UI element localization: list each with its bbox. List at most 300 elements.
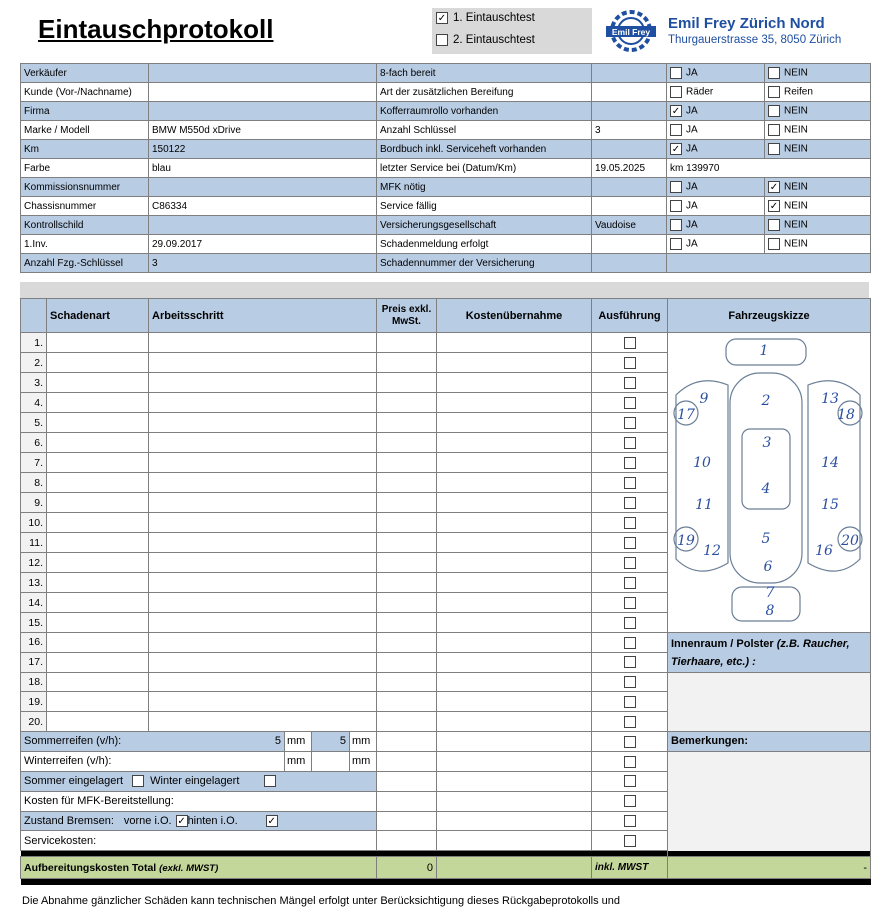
option-yes-checkbox[interactable] xyxy=(670,124,682,136)
info-label: 1.Inv. xyxy=(21,235,149,254)
summer-tires-label: Sommerreifen (v/h): xyxy=(24,735,122,748)
damage-table xyxy=(20,298,871,885)
preis-cell[interactable] xyxy=(377,393,437,413)
arbeitsschritt-cell[interactable] xyxy=(149,513,377,533)
ausfuehrung-cell[interactable] xyxy=(592,553,668,573)
option-no[interactable] xyxy=(765,235,871,254)
option-no[interactable] xyxy=(765,197,871,216)
kosten-cell[interactable] xyxy=(437,373,592,393)
option-no[interactable] xyxy=(765,121,871,140)
arbeitsschritt-cell[interactable] xyxy=(149,393,377,413)
preis-cell[interactable] xyxy=(377,712,437,732)
arbeitsschritt-header: Arbeitsschritt xyxy=(149,299,377,333)
option-yes-checkbox[interactable]: ✓ xyxy=(671,144,681,155)
option-no-label: NEIN xyxy=(784,238,808,250)
brakes-price[interactable] xyxy=(377,811,437,831)
option-yes-label: JA xyxy=(686,124,698,136)
ausfuehrung-cell[interactable] xyxy=(592,413,668,433)
schadenart-cell[interactable] xyxy=(47,613,149,633)
ausfuehrung-cell[interactable] xyxy=(592,573,668,593)
sketch-number-label: 3 xyxy=(762,435,772,451)
ausfuehrung-cell[interactable] xyxy=(592,373,668,393)
ausfuehrung-cell[interactable] xyxy=(592,333,668,353)
row-number: 2. xyxy=(21,353,47,373)
arbeitsschritt-cell[interactable] xyxy=(149,613,377,633)
info-label: Kunde (Vor-/Nachname) xyxy=(21,83,149,102)
brakes-rear-label: hinten i.O. xyxy=(187,814,238,827)
interior-cell xyxy=(668,633,871,673)
service-spacer xyxy=(437,831,592,851)
info-right-value[interactable] xyxy=(592,254,667,273)
option-no-label: NEIN xyxy=(784,219,808,231)
info-value[interactable] xyxy=(149,216,377,235)
ausfuehrung-cell[interactable] xyxy=(592,473,668,493)
info-right-value[interactable] xyxy=(592,235,667,254)
info-value[interactable]: 150122 xyxy=(149,140,377,159)
info-right-value[interactable] xyxy=(592,102,667,121)
sketch-number-label: 5 xyxy=(761,531,771,547)
sketch-number-label: 9 xyxy=(699,391,709,407)
winter-stored-checkbox[interactable] xyxy=(264,775,276,787)
test2-option[interactable] xyxy=(436,34,535,46)
option-yes-checkbox[interactable] xyxy=(670,238,682,250)
option-yes-checkbox[interactable]: ✓ xyxy=(671,106,681,117)
sketch-number-label: 17 xyxy=(677,407,695,423)
kosten-cell[interactable] xyxy=(437,533,592,553)
summer-front-value[interactable]: 5 xyxy=(274,735,281,748)
preis-header: Preis exkl. MwSt. xyxy=(377,299,437,333)
schadenart-cell[interactable] xyxy=(47,513,149,533)
arbeitsschritt-cell[interactable] xyxy=(149,453,377,473)
option-no-checkbox[interactable] xyxy=(768,238,780,250)
info-row xyxy=(21,235,871,254)
preis-cell[interactable] xyxy=(377,473,437,493)
kosten-cell[interactable] xyxy=(437,333,592,353)
info-right-label: Art der zusätzlichen Bereifung xyxy=(377,83,592,102)
arbeitsschritt-cell[interactable] xyxy=(149,533,377,553)
arbeitsschritt-cell[interactable] xyxy=(149,692,377,712)
preis-cell[interactable] xyxy=(377,593,437,613)
info-value[interactable] xyxy=(149,102,377,121)
option-yes-label: JA xyxy=(686,219,698,231)
schadenart-cell[interactable] xyxy=(47,712,149,732)
option-yes-checkbox[interactable] xyxy=(670,219,682,231)
row-number: 5. xyxy=(21,413,47,433)
total-value: 0 xyxy=(377,857,437,879)
ausfuehrung-checkbox[interactable] xyxy=(624,656,636,668)
schadenart-cell[interactable] xyxy=(47,433,149,453)
sketch-number-label: 8 xyxy=(765,603,775,619)
schadenart-cell[interactable] xyxy=(47,473,149,493)
preis-cell[interactable] xyxy=(377,513,437,533)
ausfuehrung-checkbox[interactable] xyxy=(624,756,636,768)
option-no[interactable] xyxy=(765,216,871,235)
preis-cell[interactable] xyxy=(377,433,437,453)
test1-option[interactable] xyxy=(436,12,535,24)
schadenart-cell[interactable] xyxy=(47,373,149,393)
ausfuehrung-checkbox[interactable] xyxy=(624,835,636,847)
option-no-checkbox[interactable]: ✓ xyxy=(769,201,779,212)
sketch-number-label: 14 xyxy=(821,455,839,471)
ausfuehrung-checkbox[interactable] xyxy=(624,497,636,509)
info-extra[interactable] xyxy=(667,254,871,273)
option-yes[interactable] xyxy=(667,216,765,235)
kosten-cell[interactable] xyxy=(437,413,592,433)
ausfuehrung-cell[interactable] xyxy=(592,393,668,413)
brakes-spacer xyxy=(437,811,592,831)
tires-spacer xyxy=(437,751,592,771)
info-value[interactable]: BMW M550d xDrive xyxy=(149,121,377,140)
ausfuehrung-checkbox[interactable] xyxy=(624,517,636,529)
arbeitsschritt-cell[interactable] xyxy=(149,333,377,353)
arbeitsschritt-cell[interactable] xyxy=(149,493,377,513)
schadenart-cell[interactable] xyxy=(47,553,149,573)
brakes-front-checkbox[interactable]: ✓ xyxy=(177,816,186,828)
option-yes[interactable] xyxy=(667,140,765,159)
vehicle-sketch-icon xyxy=(668,333,868,629)
schadenart-cell[interactable] xyxy=(47,333,149,353)
arbeitsschritt-cell[interactable] xyxy=(149,553,377,573)
option-yes[interactable] xyxy=(667,83,765,102)
ausfuehrung-cell[interactable] xyxy=(592,593,668,613)
schadenart-cell[interactable] xyxy=(47,393,149,413)
kosten-cell[interactable] xyxy=(437,393,592,413)
ausfuehrung-cell[interactable] xyxy=(592,771,668,791)
total-bar-row xyxy=(21,879,871,885)
arbeitsschritt-cell[interactable] xyxy=(149,373,377,393)
option-no[interactable] xyxy=(765,102,871,121)
damage-row xyxy=(21,633,871,653)
ausfuehrung-checkbox[interactable] xyxy=(624,477,636,489)
arbeitsschritt-cell[interactable] xyxy=(149,473,377,493)
ausfuehrung-checkbox[interactable] xyxy=(624,417,636,429)
ausfuehrung-checkbox[interactable] xyxy=(624,775,636,787)
info-right-value[interactable] xyxy=(592,140,667,159)
info-right-value[interactable] xyxy=(592,83,667,102)
arbeitsschritt-cell[interactable] xyxy=(149,413,377,433)
option-no[interactable] xyxy=(765,140,871,159)
info-label: Firma xyxy=(21,102,149,121)
ausfuehrung-checkbox[interactable] xyxy=(624,537,636,549)
info-value[interactable] xyxy=(149,64,377,83)
option-yes-checkbox[interactable] xyxy=(670,67,682,79)
preis-cell[interactable] xyxy=(377,633,437,653)
ausfuehrung-cell[interactable] xyxy=(592,731,668,751)
summer-stored-label: Sommer eingelagert xyxy=(24,775,124,788)
info-right-value[interactable]: 19.05.2025 xyxy=(592,159,667,178)
ausfuehrung-checkbox[interactable] xyxy=(624,577,636,589)
option-no-checkbox[interactable] xyxy=(768,219,780,231)
storage-spacer xyxy=(437,771,592,791)
info-right-value[interactable] xyxy=(592,64,667,83)
option-yes-label: JA xyxy=(686,181,698,193)
mfk-price[interactable] xyxy=(377,791,437,811)
schadenart-cell[interactable] xyxy=(47,652,149,672)
preis-cell[interactable] xyxy=(377,493,437,513)
arbeitsschritt-cell[interactable] xyxy=(149,433,377,453)
kosten-cell[interactable] xyxy=(437,433,592,453)
info-row xyxy=(21,64,871,83)
test2-checkbox[interactable] xyxy=(436,34,448,46)
total-label: Aufbereitungskosten Total xyxy=(24,861,157,874)
logo-text: Emil Frey xyxy=(611,27,651,37)
ausfuehrung-checkbox[interactable] xyxy=(624,716,636,728)
info-label: Anzahl Fzg.-Schlüssel xyxy=(21,254,149,273)
brand-name: Emil Frey Zürich Nord xyxy=(668,15,825,32)
brand-address: Thurgauerstrasse 35, 8050 Zürich xyxy=(668,34,842,46)
option-no-checkbox[interactable] xyxy=(768,124,780,136)
schadenart-cell[interactable] xyxy=(47,573,149,593)
summer-front-unit: mm xyxy=(284,732,312,751)
brakes-rear-checkbox[interactable]: ✓ xyxy=(267,816,276,828)
info-value[interactable] xyxy=(149,83,377,102)
info-value[interactable]: 29.09.2017 xyxy=(149,235,377,254)
schadenart-cell[interactable] xyxy=(47,413,149,433)
schadenart-header: Schadenart xyxy=(47,299,149,333)
sketch-number-label: 4 xyxy=(761,481,771,497)
arbeitsschritt-cell[interactable] xyxy=(149,672,377,692)
option-yes[interactable] xyxy=(667,178,765,197)
option-no-checkbox[interactable] xyxy=(768,105,780,117)
info-label: Chassisnummer xyxy=(21,197,149,216)
option-yes[interactable] xyxy=(667,197,765,216)
info-label: Farbe xyxy=(21,159,149,178)
info-right-value[interactable]: Vaudoise xyxy=(592,216,667,235)
option-yes-checkbox[interactable] xyxy=(670,86,682,98)
ausfuehrung-checkbox[interactable] xyxy=(624,337,636,349)
kosten-cell[interactable] xyxy=(437,633,592,653)
mfk-label: Kosten für MFK-Bereitstellung: xyxy=(21,791,377,811)
ausfuehrung-checkbox[interactable] xyxy=(624,736,636,748)
ausfuehrung-cell[interactable] xyxy=(592,751,668,771)
preis-cell[interactable] xyxy=(377,672,437,692)
row-number: 13. xyxy=(21,573,47,593)
kosten-cell[interactable] xyxy=(437,513,592,533)
sketch-number-label: 13 xyxy=(821,391,839,407)
option-yes[interactable] xyxy=(667,235,765,254)
preis-cell[interactable] xyxy=(377,573,437,593)
interior-hint: (z.B. Raucher, Tierhaare, etc.) : xyxy=(671,638,850,668)
ausfuehrung-checkbox[interactable] xyxy=(624,597,636,609)
info-label: Marke / Modell xyxy=(21,121,149,140)
ausfuehrung-cell[interactable] xyxy=(592,353,668,373)
ausfuehrung-checkbox[interactable] xyxy=(624,397,636,409)
damage-row xyxy=(21,672,871,692)
schadenart-cell[interactable] xyxy=(47,453,149,473)
kosten-cell[interactable] xyxy=(437,613,592,633)
arbeitsschritt-cell[interactable] xyxy=(149,353,377,373)
page-title: Eintauschprotokoll xyxy=(38,14,274,44)
option-yes[interactable] xyxy=(667,102,765,121)
option-no-label: Reifen xyxy=(784,86,813,98)
preis-cell[interactable] xyxy=(377,413,437,433)
info-row xyxy=(21,121,871,140)
total-note: (exkl. MWST) xyxy=(159,862,219,874)
ausfuehrung-cell[interactable] xyxy=(592,633,668,653)
option-no-checkbox[interactable] xyxy=(768,67,780,79)
info-value[interactable]: C86334 xyxy=(149,197,377,216)
brakes-label: Zustand Bremsen: xyxy=(24,814,114,827)
preis-cell[interactable] xyxy=(377,373,437,393)
preis-cell[interactable] xyxy=(377,533,437,553)
summer-stored-checkbox[interactable] xyxy=(132,775,144,787)
storage-cell xyxy=(21,771,377,791)
remarks-input[interactable] xyxy=(668,751,871,856)
ausfuehrung-cell[interactable] xyxy=(592,433,668,453)
ausfuehrung-cell[interactable] xyxy=(592,791,668,811)
option-yes-checkbox[interactable] xyxy=(670,200,682,212)
schadenart-cell[interactable] xyxy=(47,692,149,712)
preis-cell[interactable] xyxy=(377,553,437,573)
arbeitsschritt-cell[interactable] xyxy=(149,633,377,653)
ausfuehrung-checkbox[interactable] xyxy=(624,457,636,469)
info-right-label: Anzahl Schlüssel xyxy=(377,121,592,140)
schadenart-cell[interactable] xyxy=(47,353,149,373)
option-no[interactable] xyxy=(765,64,871,83)
sketch-number-label: 12 xyxy=(703,543,721,559)
preis-cell[interactable] xyxy=(377,353,437,373)
option-no-checkbox[interactable] xyxy=(768,143,780,155)
test1-checkbox[interactable]: ✓ xyxy=(437,13,447,24)
info-value[interactable]: 3 xyxy=(149,254,377,273)
row-number-header xyxy=(21,299,47,333)
ausfuehrung-cell[interactable] xyxy=(592,613,668,633)
test1-label: 1. Eintauschtest xyxy=(453,12,535,25)
ausfuehrung-cell[interactable] xyxy=(592,652,668,672)
kosten-cell[interactable] xyxy=(437,493,592,513)
kosten-cell[interactable] xyxy=(437,573,592,593)
damage-row xyxy=(21,333,871,353)
kosten-cell[interactable] xyxy=(437,553,592,573)
row-number: 16. xyxy=(21,633,47,653)
option-no-label: NEIN xyxy=(784,67,808,79)
vehicle-info-table xyxy=(20,63,871,273)
winter-front-unit: mm xyxy=(284,752,312,771)
ausfuehrung-checkbox[interactable] xyxy=(624,617,636,629)
ausfuehrung-checkbox[interactable] xyxy=(624,696,636,708)
winter-rear-unit: mm xyxy=(349,752,376,771)
arbeitsschritt-cell[interactable] xyxy=(149,573,377,593)
schadenart-cell[interactable] xyxy=(47,633,149,653)
service-price[interactable] xyxy=(377,831,437,851)
arbeitsschritt-cell[interactable] xyxy=(149,652,377,672)
row-number: 19. xyxy=(21,692,47,712)
kosten-cell[interactable] xyxy=(437,353,592,373)
ausfuehrung-checkbox[interactable] xyxy=(624,676,636,688)
sketch-number-label: 6 xyxy=(763,559,773,575)
schadenart-cell[interactable] xyxy=(47,593,149,613)
preis-cell[interactable] xyxy=(377,613,437,633)
storage-spacer xyxy=(377,771,437,791)
ausfuehrung-checkbox[interactable] xyxy=(624,557,636,569)
ausfuehrung-checkbox[interactable] xyxy=(624,437,636,449)
winter-tires-label: Winterreifen (v/h): xyxy=(24,755,112,768)
info-row xyxy=(21,197,871,216)
ausfuehrung-checkbox[interactable] xyxy=(624,637,636,649)
winter-tires-row xyxy=(21,751,871,771)
preis-cell[interactable] xyxy=(377,453,437,473)
info-right-value[interactable] xyxy=(592,178,667,197)
option-no-label: NEIN xyxy=(784,105,808,117)
kosten-cell[interactable] xyxy=(437,453,592,473)
kosten-cell[interactable] xyxy=(437,712,592,732)
kosten-cell[interactable] xyxy=(437,593,592,613)
option-no-checkbox[interactable] xyxy=(768,86,780,98)
summer-tires-row xyxy=(21,731,871,751)
kosten-cell[interactable] xyxy=(437,652,592,672)
ausfuehrung-cell[interactable] xyxy=(592,513,668,533)
info-right-value[interactable] xyxy=(592,197,667,216)
option-yes-label: JA xyxy=(686,200,698,212)
arbeitsschritt-cell[interactable] xyxy=(149,593,377,613)
schadenart-cell[interactable] xyxy=(47,493,149,513)
option-yes[interactable] xyxy=(667,64,765,83)
preis-cell[interactable] xyxy=(377,692,437,712)
brakes-cell xyxy=(21,811,377,831)
summer-tires-cell xyxy=(21,731,377,751)
sketch-number-label: 10 xyxy=(693,455,711,471)
test-selection-box xyxy=(432,8,592,54)
ausfuehrung-cell[interactable] xyxy=(592,672,668,692)
schadenart-cell[interactable] xyxy=(47,672,149,692)
mfk-spacer xyxy=(437,791,592,811)
option-no-checkbox[interactable]: ✓ xyxy=(769,182,779,193)
ausfuehrung-cell[interactable] xyxy=(592,533,668,553)
option-no[interactable] xyxy=(765,178,871,197)
option-no[interactable] xyxy=(765,83,871,102)
info-value[interactable] xyxy=(149,178,377,197)
footer-text: Die Abnahme gänzlicher Schäden kann technischen Mängel erfolgt unter Berücksichtigung dieses Rückgabeprotokolls und xyxy=(22,895,621,907)
info-right-value[interactable]: 3 xyxy=(592,121,667,140)
option-yes-label: JA xyxy=(686,105,698,117)
ausfuehrung-checkbox[interactable] xyxy=(624,357,636,369)
schadenart-cell[interactable] xyxy=(47,533,149,553)
kosten-cell[interactable] xyxy=(437,672,592,692)
info-value[interactable]: blau xyxy=(149,159,377,178)
winter-tires-cell xyxy=(21,751,377,771)
ausfuehrung-cell[interactable] xyxy=(592,493,668,513)
kosten-cell[interactable] xyxy=(437,692,592,712)
ausfuehrung-cell[interactable] xyxy=(592,811,668,831)
ausfuehrung-checkbox[interactable] xyxy=(624,795,636,807)
ausfuehrung-cell[interactable] xyxy=(592,831,668,851)
preis-cell[interactable] xyxy=(377,333,437,353)
preis-cell[interactable] xyxy=(377,652,437,672)
sketch-number-label: 15 xyxy=(821,497,839,513)
sketch-number-label: 1 xyxy=(759,343,769,359)
interior-input[interactable] xyxy=(668,672,871,731)
option-yes-checkbox[interactable] xyxy=(670,181,682,193)
total-inkl-label: inkl. MWST xyxy=(592,857,668,879)
sketch-number-label: 18 xyxy=(837,407,855,423)
ausfuehrung-cell[interactable] xyxy=(592,453,668,473)
kosten-cell[interactable] xyxy=(437,473,592,493)
arbeitsschritt-cell[interactable] xyxy=(149,712,377,732)
ausfuehrung-checkbox[interactable] xyxy=(624,815,636,827)
info-right-label: Bordbuch inkl. Serviceheft vorhanden xyxy=(377,140,592,159)
info-row xyxy=(21,178,871,197)
option-yes[interactable] xyxy=(667,121,765,140)
info-row xyxy=(21,102,871,121)
ausfuehrung-checkbox[interactable] xyxy=(624,377,636,389)
info-row xyxy=(21,254,871,273)
summer-rear-value[interactable]: 5 xyxy=(339,735,346,748)
ausfuehrung-cell[interactable] xyxy=(592,692,668,712)
row-number: 14. xyxy=(21,593,47,613)
ausfuehrung-cell[interactable] xyxy=(592,712,668,732)
option-no-label: NEIN xyxy=(784,200,808,212)
info-extra[interactable]: km 139970 xyxy=(667,159,871,178)
